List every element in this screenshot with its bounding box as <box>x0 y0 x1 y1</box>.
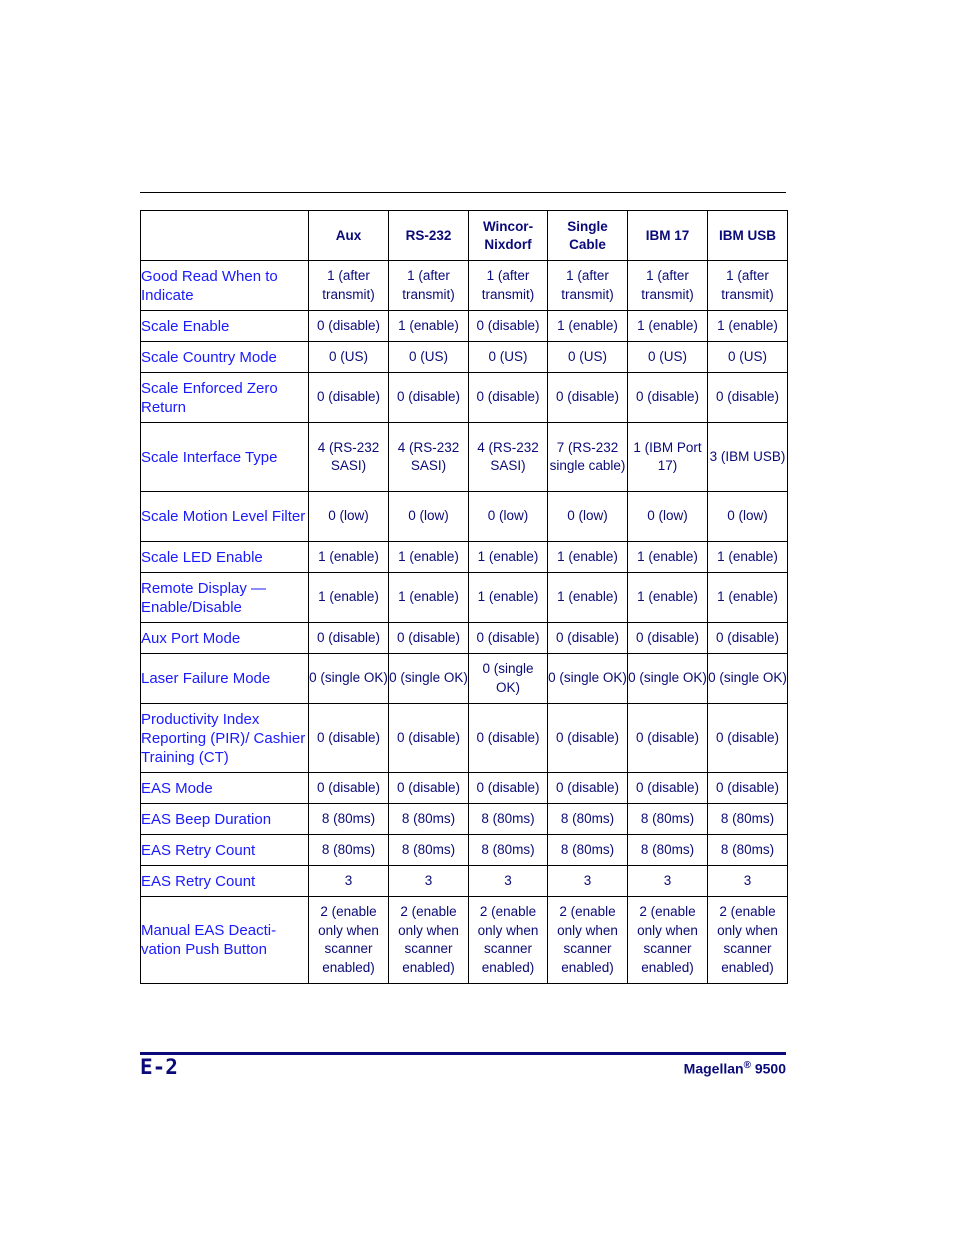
default-value-cell: 0 (disable) <box>628 373 708 423</box>
feature-label: EAS Beep Duration <box>141 804 309 835</box>
feature-label: Scale Enforced Zero Return <box>141 373 309 423</box>
default-value-cell: 2 (enable only when scanner enabled) <box>389 897 469 984</box>
default-value-cell: 1 (after transmit) <box>469 261 548 311</box>
default-value-cell: 1 (enable) <box>628 542 708 573</box>
default-value-cell: 3 <box>548 866 628 897</box>
table-row <box>141 654 788 704</box>
default-value-cell: 0 (disable) <box>469 311 548 342</box>
table-header-row <box>141 211 788 261</box>
default-value-cell: 0 (disable) <box>548 773 628 804</box>
feature-label: EAS Retry Count <box>141 866 309 897</box>
default-value-cell: 1 (enable) <box>548 573 628 623</box>
feature-label: EAS Mode <box>141 773 309 804</box>
header-cell: Wincor- Nixdorf <box>469 211 548 261</box>
feature-label: Scale Interface Type <box>141 423 309 492</box>
table-row <box>141 623 788 654</box>
default-value-cell: 8 (80ms) <box>708 804 788 835</box>
default-value-cell: 0 (disable) <box>548 623 628 654</box>
header-cell: Aux <box>309 211 389 261</box>
default-value-cell: 8 (80ms) <box>708 835 788 866</box>
default-value-cell: 7 (RS-232 single cable) <box>548 423 628 492</box>
default-value-cell: 0 (low) <box>548 492 628 542</box>
default-value-cell: 0 (US) <box>309 342 389 373</box>
page-number: E-2 <box>140 1055 178 1079</box>
default-value-cell: 3 <box>469 866 548 897</box>
table-row <box>141 423 788 492</box>
default-value-cell: 0 (US) <box>708 342 788 373</box>
default-value-cell: 0 (disable) <box>309 773 389 804</box>
feature-label: Scale Motion Level Filter <box>141 492 309 542</box>
default-value-cell: 1 (after transmit) <box>708 261 788 311</box>
default-value-cell: 0 (disable) <box>309 623 389 654</box>
default-value-cell: 0 (single OK) <box>389 654 469 704</box>
top-rule <box>140 192 786 193</box>
default-value-cell: 0 (disable) <box>389 704 469 773</box>
default-value-cell: 2 (enable only when scanner enabled) <box>469 897 548 984</box>
default-value-cell: 0 (disable) <box>469 373 548 423</box>
default-value-cell: 0 (single OK) <box>548 654 628 704</box>
default-value-cell: 0 (disable) <box>708 773 788 804</box>
default-value-cell: 0 (disable) <box>548 373 628 423</box>
default-value-cell: 2 (enable only when scanner enabled) <box>708 897 788 984</box>
product-name <box>684 1060 786 1077</box>
default-value-cell: 0 (disable) <box>628 773 708 804</box>
default-value-cell: 1 (after transmit) <box>389 261 469 311</box>
default-value-cell: 1 (enable) <box>469 573 548 623</box>
default-value-cell: 8 (80ms) <box>628 804 708 835</box>
default-value-cell: 0 (single OK) <box>708 654 788 704</box>
default-value-cell: 8 (80ms) <box>548 835 628 866</box>
header-cell-empty <box>141 211 309 261</box>
default-value-cell: 0 (disable) <box>628 623 708 654</box>
default-value-cell: 0 (single OK) <box>469 654 548 704</box>
default-value-cell: 1 (enable) <box>708 542 788 573</box>
default-value-cell: 3 (IBM USB) <box>708 423 788 492</box>
default-value-cell: 0 (disable) <box>708 373 788 423</box>
product-model: 9500 <box>750 1060 786 1077</box>
default-value-cell: 0 (low) <box>708 492 788 542</box>
table-row <box>141 573 788 623</box>
table-row <box>141 897 788 984</box>
default-value-cell: 0 (US) <box>469 342 548 373</box>
default-value-cell: 2 (enable only when scanner enabled) <box>309 897 389 984</box>
feature-label: Good Read When to Indicate <box>141 261 309 311</box>
default-value-cell: 1 (enable) <box>389 542 469 573</box>
default-value-cell: 0 (low) <box>389 492 469 542</box>
feature-label: EAS Retry Count <box>141 835 309 866</box>
default-value-cell: 0 (US) <box>389 342 469 373</box>
default-value-cell: 0 (disable) <box>389 373 469 423</box>
default-value-cell: 1 (after transmit) <box>628 261 708 311</box>
default-value-cell: 0 (disable) <box>708 623 788 654</box>
table-row <box>141 773 788 804</box>
default-value-cell: 1 (enable) <box>389 573 469 623</box>
default-value-cell: 0 (single OK) <box>309 654 389 704</box>
default-value-cell: 0 (disable) <box>469 704 548 773</box>
product-name-text: Magellan <box>683 1060 744 1077</box>
default-value-cell: 3 <box>309 866 389 897</box>
default-value-cell: 4 (RS-232 SASI) <box>469 423 548 492</box>
default-value-cell: 0 (single OK) <box>628 654 708 704</box>
table-row <box>141 542 788 573</box>
default-value-cell: 8 (80ms) <box>548 804 628 835</box>
table-row <box>141 492 788 542</box>
default-value-cell: 0 (disable) <box>469 623 548 654</box>
default-value-cell: 0 (low) <box>469 492 548 542</box>
header-cell: Single Cable <box>548 211 628 261</box>
default-value-cell: 3 <box>389 866 469 897</box>
default-value-cell: 0 (US) <box>548 342 628 373</box>
table-row <box>141 342 788 373</box>
default-value-cell: 1 (enable) <box>628 573 708 623</box>
default-value-cell: 2 (enable only when scanner enabled) <box>628 897 708 984</box>
feature-label: Scale Country Mode <box>141 342 309 373</box>
interface-defaults-table <box>140 210 788 984</box>
default-value-cell: 1 (enable) <box>309 573 389 623</box>
default-value-cell: 0 (disable) <box>469 773 548 804</box>
default-value-cell: 8 (80ms) <box>469 804 548 835</box>
default-value-cell: 0 (disable) <box>548 704 628 773</box>
default-value-cell: 0 (US) <box>628 342 708 373</box>
default-value-cell: 8 (80ms) <box>389 835 469 866</box>
default-value-cell: 1 (enable) <box>708 311 788 342</box>
header-cell: IBM 17 <box>628 211 708 261</box>
default-value-cell: 0 (disable) <box>389 773 469 804</box>
feature-label: Productivity Index Reporting (PIR)/ Cashier Training (CT) <box>141 704 309 773</box>
default-value-cell: 1 (enable) <box>309 542 389 573</box>
default-value-cell: 8 (80ms) <box>628 835 708 866</box>
default-value-cell: 8 (80ms) <box>309 835 389 866</box>
table-row <box>141 373 788 423</box>
table-body <box>141 261 788 984</box>
default-value-cell: 4 (RS-232 SASI) <box>309 423 389 492</box>
header-cell: IBM USB <box>708 211 788 261</box>
table-row <box>141 866 788 897</box>
table-row <box>141 261 788 311</box>
default-value-cell: 8 (80ms) <box>309 804 389 835</box>
default-value-cell: 3 <box>708 866 788 897</box>
feature-label: Remote Display — Enable/Disable <box>141 573 309 623</box>
feature-label: Aux Port Mode <box>141 623 309 654</box>
default-value-cell: 2 (enable only when scanner enabled) <box>548 897 628 984</box>
default-value-cell: 1 (enable) <box>628 311 708 342</box>
default-value-cell: 0 (low) <box>309 492 389 542</box>
default-value-cell: 1 (enable) <box>708 573 788 623</box>
default-value-cell: 0 (disable) <box>309 373 389 423</box>
registered-mark: ® <box>743 1060 751 1071</box>
default-value-cell: 1 (enable) <box>469 542 548 573</box>
default-value-cell: 0 (disable) <box>708 704 788 773</box>
default-value-cell: 4 (RS-232 SASI) <box>389 423 469 492</box>
default-value-cell: 0 (disable) <box>628 704 708 773</box>
feature-label: Laser Failure Mode <box>141 654 309 704</box>
default-value-cell: 0 (disable) <box>309 311 389 342</box>
default-value-cell: 1 (enable) <box>389 311 469 342</box>
default-value-cell: 1 (after transmit) <box>309 261 389 311</box>
default-value-cell: 1 (IBM Port 17) <box>628 423 708 492</box>
feature-label: Scale LED Enable <box>141 542 309 573</box>
default-value-cell: 8 (80ms) <box>389 804 469 835</box>
feature-label: Scale Enable <box>141 311 309 342</box>
default-value-cell: 1 (enable) <box>548 542 628 573</box>
table-row <box>141 704 788 773</box>
table-row <box>141 835 788 866</box>
default-value-cell: 8 (80ms) <box>469 835 548 866</box>
feature-label: Manual EAS Deacti- vation Push Button <box>141 897 309 984</box>
header-cell: RS-232 <box>389 211 469 261</box>
footer-rule <box>140 1052 786 1055</box>
default-value-cell: 0 (low) <box>628 492 708 542</box>
default-value-cell: 1 (after transmit) <box>548 261 628 311</box>
default-value-cell: 3 <box>628 866 708 897</box>
default-value-cell: 0 (disable) <box>309 704 389 773</box>
default-value-cell: 1 (enable) <box>548 311 628 342</box>
table-row <box>141 804 788 835</box>
table-row <box>141 311 788 342</box>
default-value-cell: 0 (disable) <box>389 623 469 654</box>
